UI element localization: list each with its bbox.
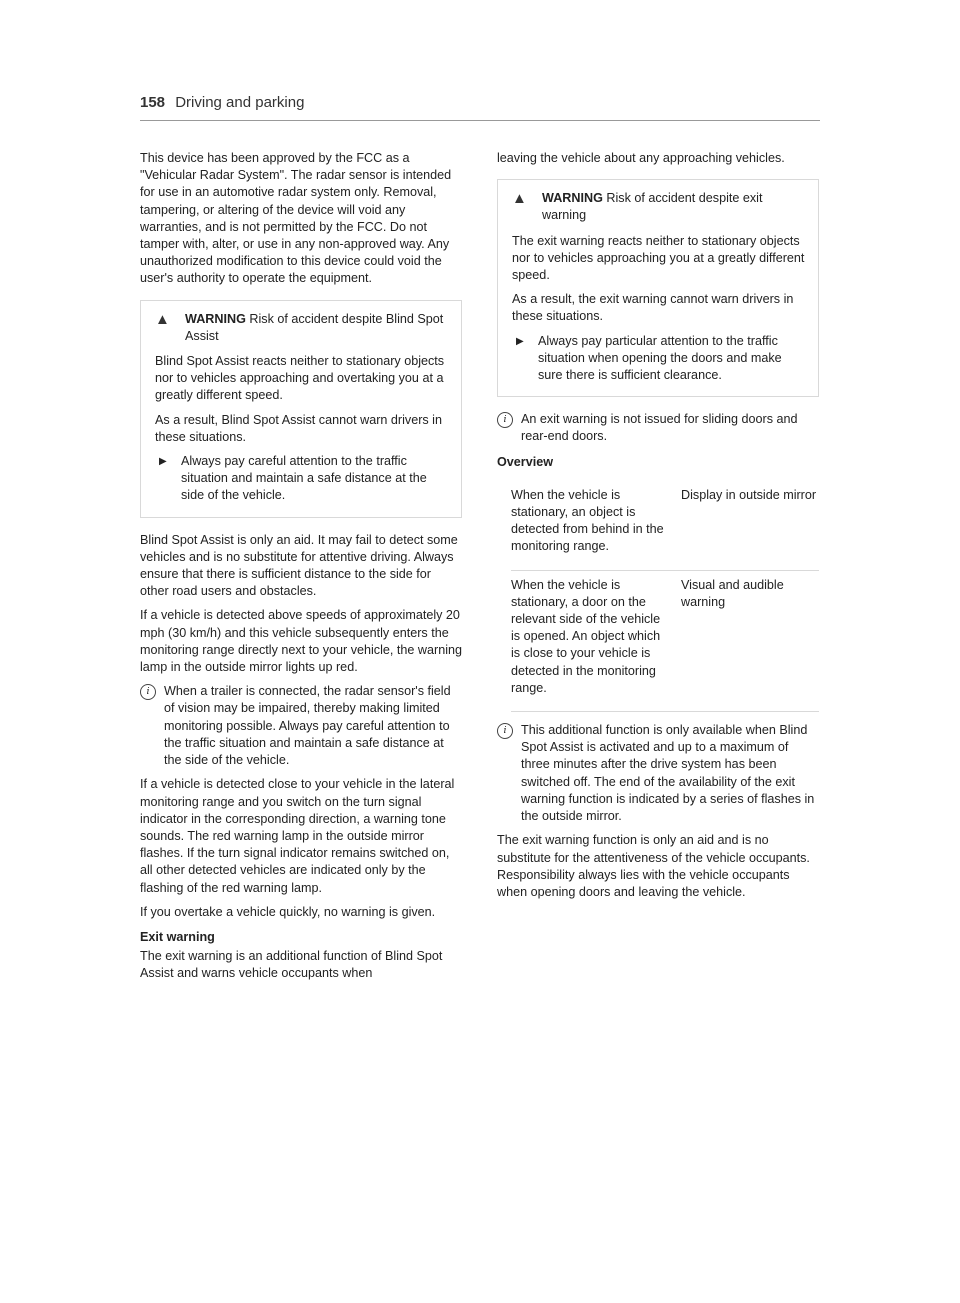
info-icon: i [497,723,513,739]
note-text: When a trailer is connected, the radar sensor's field of vision may be impaired, thereby making limited monitoring possible. Always pay careful attention to the traffic situation and maintain a safe distance at the side of the vehicle. [164,684,451,768]
overview-table [511,481,819,712]
warning-title: Risk of accident despite exit warning [542,191,763,223]
warning-text: As a result, the exit warning cannot warn drivers in these situations. [512,292,794,324]
warning-box-exit [497,179,819,397]
warning-text: Blind Spot Assist reacts neither to stationary objects nor to vehicles approaching and overtaking you at a greatly different speed. [155,354,445,403]
paragraph: The exit warning function is only an aid and is no substitute for the attentiveness of the vehicle occupants. Responsibility always lies with the vehicle occupants when opening doors and leaving the vehicle. [497,833,810,899]
warning-text: As a result, Blind Spot Assist cannot warn drivers in these situations. [155,412,442,444]
warning-triangle-icon: ▲ [512,190,527,208]
exit-warning-heading: Exit warning [140,929,215,944]
bullet-text: Always pay careful attention to the traffic situation and maintain a safe distance at the side of the vehicle. [181,454,427,503]
bullet-text: Always pay particular attention to the traffic situation when opening the doors and make sure there is sufficient clearance. [538,333,782,383]
paragraph: If a vehicle is detected above speeds of approximately 20 mph (30 km/h) and this vehicle subsequently enters the monitoring range directly next to your vehicle, the warning lamp in the outside mirror lights up red. [140,608,463,675]
section-title: Driving and parking [175,94,305,111]
warning-triangle-icon: ▲ [155,310,170,328]
table-row [511,570,819,711]
table-cell-result: Visual and audible warning [681,570,819,711]
info-note [497,722,819,825]
table-row [511,481,819,570]
arrow-bullet-icon: ▶ [159,456,167,468]
paragraph: If you overtake a vehicle quickly, no warning is given. [140,904,436,919]
info-note [497,411,819,445]
left-column [140,150,462,990]
paragraph: Blind Spot Assist is only an aid. It may fail to detect some vehicles and is no substitute for attentive driving. Always ensure that there is sufficient distance to the side for other road users and obstacles. [140,532,458,599]
header-divider [140,120,820,121]
warning-label: WARNING [185,311,246,326]
warning-text: The exit warning reacts neither to stationary objects nor to vehicles approaching you at a greatly different speed. [512,233,805,283]
paragraph: leaving the vehicle about any approaching vehicles. [497,151,785,165]
info-icon: i [497,412,513,428]
warning-bullet [512,333,806,385]
warning-bullet [155,453,449,505]
note-text: This additional function is only available when Blind Spot Assist is activated and up to a maximum of three minutes after the drive system has been switched off. The end of the availability of the exit warning function is indicated by a series of flashes in the outside mirror. [521,723,815,824]
warning-box-blind-spot [140,300,462,518]
warning-title: Risk of accident despite Blind Spot Assist [185,311,444,343]
overview-heading: Overview [497,454,554,469]
info-note [140,683,462,769]
right-column [497,150,819,908]
page-number: 158 [140,94,166,111]
table-cell-condition: When the vehicle is stationary, a door on the relevant side of the vehicle is opened. An object which is close to your vehicle is detected in the monitoring range. [511,570,681,711]
info-icon: i [140,684,156,700]
fcc-paragraph: This device has been approved by the FCC as a "Vehicular Radar System". The radar sensor is intended for use in an automotive radar system only. Removal, tampering, or altering of the device will void any warranties, and is not permitted by the FCC. Do not tamper with, alter, or use in any non-approved way. Any unauthorized modification to this device could void the user's authority to operate the equipment. [140,151,452,286]
table-cell-condition: When the vehicle is stationary, an object is detected from behind in the monitoring range. [511,481,681,570]
warning-title-row [512,190,806,224]
page-header [140,94,304,111]
warning-title-row [155,311,449,345]
arrow-bullet-icon: ▶ [516,335,524,347]
note-text: An exit warning is not issued for sliding doors and rear-end doors. [521,412,798,444]
warning-label: WARNING [542,191,603,206]
paragraph: The exit warning is an additional function of Blind Spot Assist and warns vehicle occupants when [140,949,443,981]
paragraph: If a vehicle is detected close to your vehicle in the lateral monitoring range and you switch on the turn signal indicator in the corresponding direction, a warning tone sounds. The red warning lamp in the outside mirror flashes. If the turn signal indicator remains switched on, all other detected vehicles are indicated only by the flashing of the red warning lamp. [140,777,455,895]
table-cell-result: Display in outside mirror [681,481,819,570]
